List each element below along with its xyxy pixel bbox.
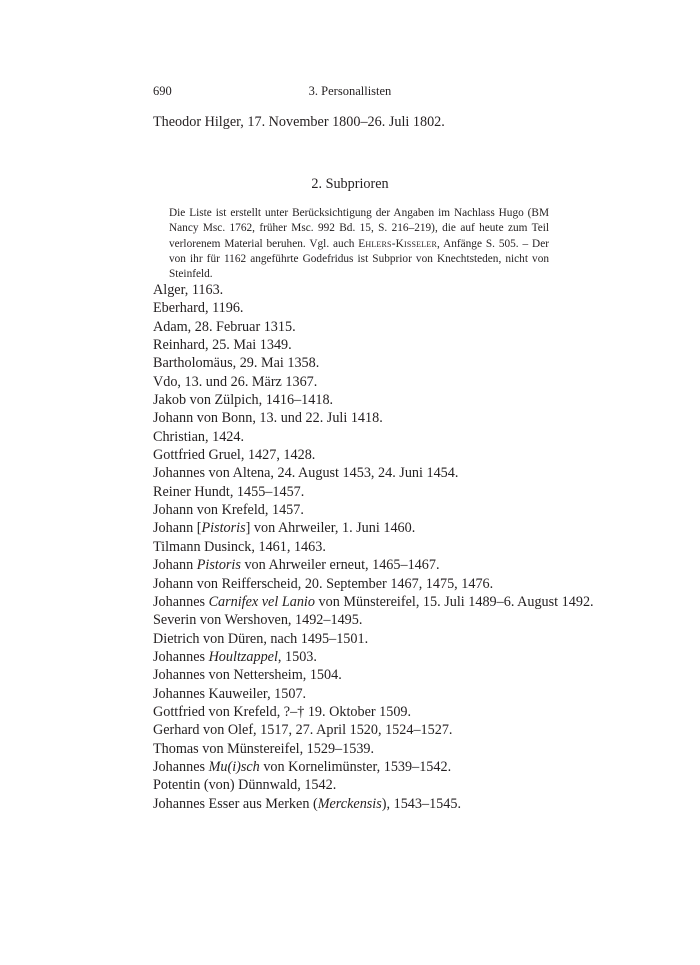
subprior-list (153, 281, 594, 813)
entry-text: Potentin (von) Dünnwald, 1542. (153, 777, 337, 794)
note-text-2: , Anfänge S. 505. – Der von ihr für 1162 angeführte Godefridus ist Subprior von Knechtsteden, nicht von Steinfeld. (169, 237, 549, 281)
entry-text: Johannes von Nettersheim, 1504. (153, 667, 342, 684)
entry-text: Johannes Esser aus Merken ( (153, 795, 318, 812)
entry-text: Christian, 1424. (153, 428, 245, 445)
entry-text-suffix: von Münstereifel, 15. Juli 1489–6. August 1492. (314, 593, 594, 610)
entry-text: Johann (153, 557, 197, 574)
list-item (153, 630, 573, 648)
list-item (153, 391, 573, 409)
list-item (153, 501, 573, 519)
running-title: 3. Personallisten (308, 84, 392, 98)
section-heading: 2. Subprioren (311, 176, 389, 192)
entry-text: Gottfried von Krefeld, ?–† 19. Oktober 1509. (153, 703, 412, 720)
entry-text-suffix: , 1503. (277, 648, 317, 665)
list-item (153, 611, 573, 629)
entry-text: Adam, 28. Februar 1315. (153, 318, 296, 335)
entry-text: Bartholomäus, 29. Mai 1358. (153, 355, 320, 372)
running-head (153, 84, 547, 100)
list-item (153, 483, 573, 501)
list-item (153, 721, 573, 739)
list-item (153, 795, 573, 813)
list-item (153, 464, 573, 482)
list-item (153, 428, 573, 446)
entry-italic-text: Mu(i)sch (208, 758, 260, 775)
entry-text: Tilmann Dusinck, 1461, 1463. (153, 538, 326, 555)
entry-text: Dietrich von Düren, nach 1495–1501. (153, 630, 369, 647)
list-item (153, 318, 573, 336)
list-item (153, 336, 573, 354)
entry-text-suffix: von Ahrweiler erneut, 1465–1467. (240, 557, 440, 574)
carry-over-entry: Theodor Hilger, 17. November 1800–26. Juli 1802. (153, 114, 445, 130)
section-note (169, 206, 549, 282)
list-item (153, 409, 573, 427)
entry-text: Alger, 1163. (153, 282, 224, 298)
list-item (153, 685, 573, 703)
list-item (153, 538, 573, 556)
entry-text: Reiner Hundt, 1455–1457. (153, 483, 305, 500)
entry-text: Johannes (153, 593, 209, 610)
entry-italic-text: Houltzappel (208, 648, 278, 665)
entry-text: Eberhard, 1196. (153, 300, 244, 317)
entry-text: Vdo, 13. und 26. März 1367. (153, 373, 318, 390)
entry-text: Johannes (153, 648, 209, 665)
list-item (153, 354, 573, 372)
note-author: Ehlers-Kisseler (358, 237, 437, 250)
entry-text: Johann von Krefeld, 1457. (153, 502, 304, 519)
list-item (153, 556, 573, 574)
entry-text: Thomas von Münstereifel, 1529–1539. (153, 740, 375, 757)
list-item (153, 299, 573, 317)
entry-text: Gottfried Gruel, 1427, 1428. (153, 447, 316, 464)
entry-text: Severin von Wershoven, 1492–1495. (153, 612, 363, 629)
list-item (153, 703, 573, 721)
entry-italic-text: Merckensis (317, 795, 382, 812)
list-item (153, 281, 573, 299)
list-item (153, 776, 573, 794)
entry-text: Johann [ (153, 520, 202, 537)
entry-text: Johannes von Altena, 24. August 1453, 24. Juni 1454. (153, 465, 459, 482)
list-item (153, 575, 573, 593)
entry-text: Johannes (153, 758, 209, 775)
note-text-1: Die Liste ist erstellt unter Berücksichtigung der Angaben im Nachlass Hugo (BM Nancy Msc. 1762, früher Msc. 992 Bd. 15, S. 216–219), die auf heute zum Teil verlorenem Material beruhen. Vgl. auch (169, 207, 549, 250)
entry-text-suffix: von Kornelimünster, 1539–1542. (259, 758, 452, 775)
entry-text: Johannes Kauweiler, 1507. (153, 685, 307, 702)
entry-text: Jakob von Zülpich, 1416–1418. (153, 392, 334, 409)
list-item (153, 593, 594, 611)
page-number: 690 (153, 84, 172, 98)
list-item (153, 758, 573, 776)
entry-text: Johann von Reifferscheid, 20. September 1467, 1475, 1476. (153, 575, 494, 592)
entry-text: Johann von Bonn, 13. und 22. Juli 1418. (153, 410, 383, 427)
entry-text: Reinhard, 25. Mai 1349. (153, 337, 292, 354)
entry-text: Gerhard von Olef, 1517, 27. April 1520, 1524–1527. (153, 722, 453, 739)
entry-italic-text: Pistoris (201, 520, 246, 537)
entry-text-suffix: ), 1543–1545. (381, 795, 461, 812)
entry-italic-text: Carnifex vel Lanio (208, 593, 315, 610)
list-item (153, 446, 573, 464)
list-item (153, 519, 573, 537)
list-item (153, 648, 573, 666)
list-item (153, 666, 573, 684)
note-paragraph (169, 206, 549, 282)
entry-text-suffix: ] von Ahrweiler, 1. Juni 1460. (245, 520, 416, 537)
list-item (153, 740, 573, 758)
entry-italic-text: Pistoris (196, 557, 241, 574)
list-item (153, 373, 573, 391)
